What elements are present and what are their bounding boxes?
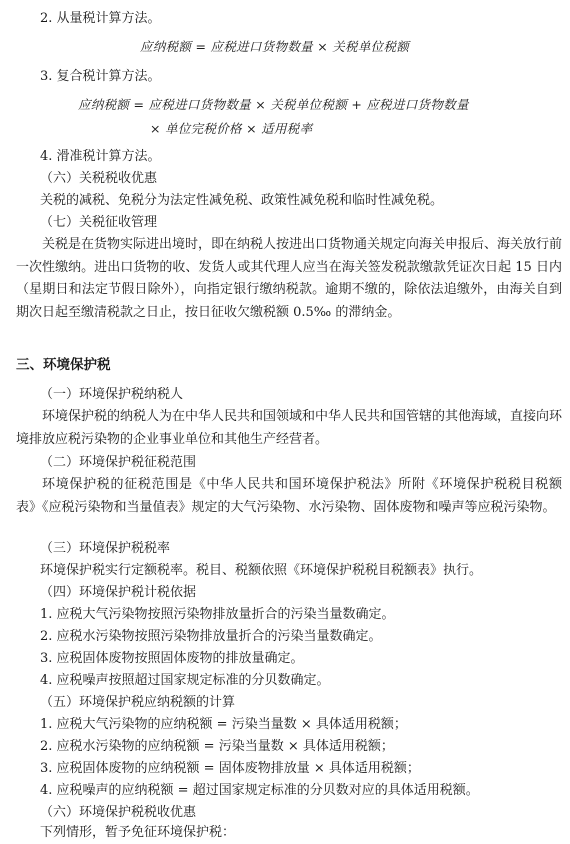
list-item: 3. 应税固体废物按照固体废物的排放量确定。 (40, 651, 304, 666)
env-subsection-2-title: （二）环境保护税征税范围 (40, 455, 197, 470)
list-item: 2. 应税水污染物按照污染物排放量折合的污染当量数确定。 (40, 629, 382, 644)
subsection-7-title: （七）关税征收管理 (40, 215, 158, 230)
list-item: 4. 应税噪声按照超过国家规定标准的分贝数确定。 (40, 673, 330, 688)
subsection-6-text: 关税的减税、免税分为法定性减免税、政策性减免税和临时性减免税。 (40, 193, 444, 208)
item-3-formula-line-2: × 单位完税价格 × 适用税率 (150, 121, 313, 136)
list-item: 4. 应税噪声的应纳税额 = 超过国家规定标准的分贝数对应的具体适用税额。 (40, 783, 479, 798)
item-2-title: 2. 从量税计算方法。 (40, 11, 161, 26)
item-3-title: 3. 复合税计算方法。 (40, 69, 161, 84)
env-subsection-6-title: （六）环境保护税税收优惠 (40, 805, 197, 820)
env-subsection-3-text: 环境保护税实行定额税率。税目、税额依照《环境保护税税目税额表》执行。 (40, 563, 483, 578)
env-subsection-3-title: （三）环境保护税税率 (40, 541, 171, 556)
subsection-6-title: （六）关税税收优惠 (40, 171, 158, 186)
subsection-7-paragraph: 关税是在货物实际进出境时，即在纳税人按进出口货物通关规定向海关申报后、海关放行前一次性缴纳。进出口货物的收、发货人或其代理人应当在海关签发税款缴款凭证次日起 15 日内（星期日和法定节假日除外），向指定银行缴纳税款。逾期不缴的，除依法追缴外，由海关自到期次日起至缴清税款之日止，按日征收欠缴税额 0.5‰ 的滞纳金。 (16, 237, 563, 321)
env-subsection-1-title: （一）环境保护税纳税人 (40, 387, 184, 402)
item-2-formula: 应纳税额 = 应税进口货物数量 × 关税单位税额 (140, 39, 410, 54)
env-subsection-2-paragraph: 环境保护税的征税范围是《中华人民共和国环境保护税法》所附《环境保护税税目税额表》《应税污染物和当量值表》规定的大气污染物、水污染物、固体废物和噪声等应税污染物。 (16, 477, 562, 515)
item-3-formula-line-1: 应纳税额 = 应税进口货物数量 × 关税单位税额 + 应税进口货物数量 (78, 97, 469, 112)
env-subsection-5-title: （五）环境保护税应纳税额的计算 (40, 695, 236, 710)
list-item: 1. 应税大气污染物的应纳税额 = 污染当量数 × 具体适用税额； (40, 717, 407, 732)
list-item: 3. 应税固体废物的应纳税额 = 固体废物排放量 × 具体适用税额； (40, 761, 420, 776)
list-item: 1. 应税大气污染物按照污染物排放量折合的污染当量数确定。 (40, 607, 395, 622)
env-subsection-6-text: 下列情形，暂予免征环境保护税： (40, 825, 236, 840)
item-4-title: 4. 滑准税计算方法。 (40, 149, 161, 164)
list-item: 2. 应税水污染物的应纳税额 = 污染当量数 × 具体适用税额； (40, 739, 394, 754)
env-subsection-1-paragraph: 环境保护税的纳税人为在中华人民共和国领域和中华人民共和国管辖的其他海域，直接向环境排放应税污染物的企业事业单位和其他生产经营者。 (16, 409, 563, 447)
section-3-title: 三、环境保护税 (16, 357, 111, 373)
env-subsection-4-title: （四）环境保护税计税依据 (40, 585, 197, 600)
